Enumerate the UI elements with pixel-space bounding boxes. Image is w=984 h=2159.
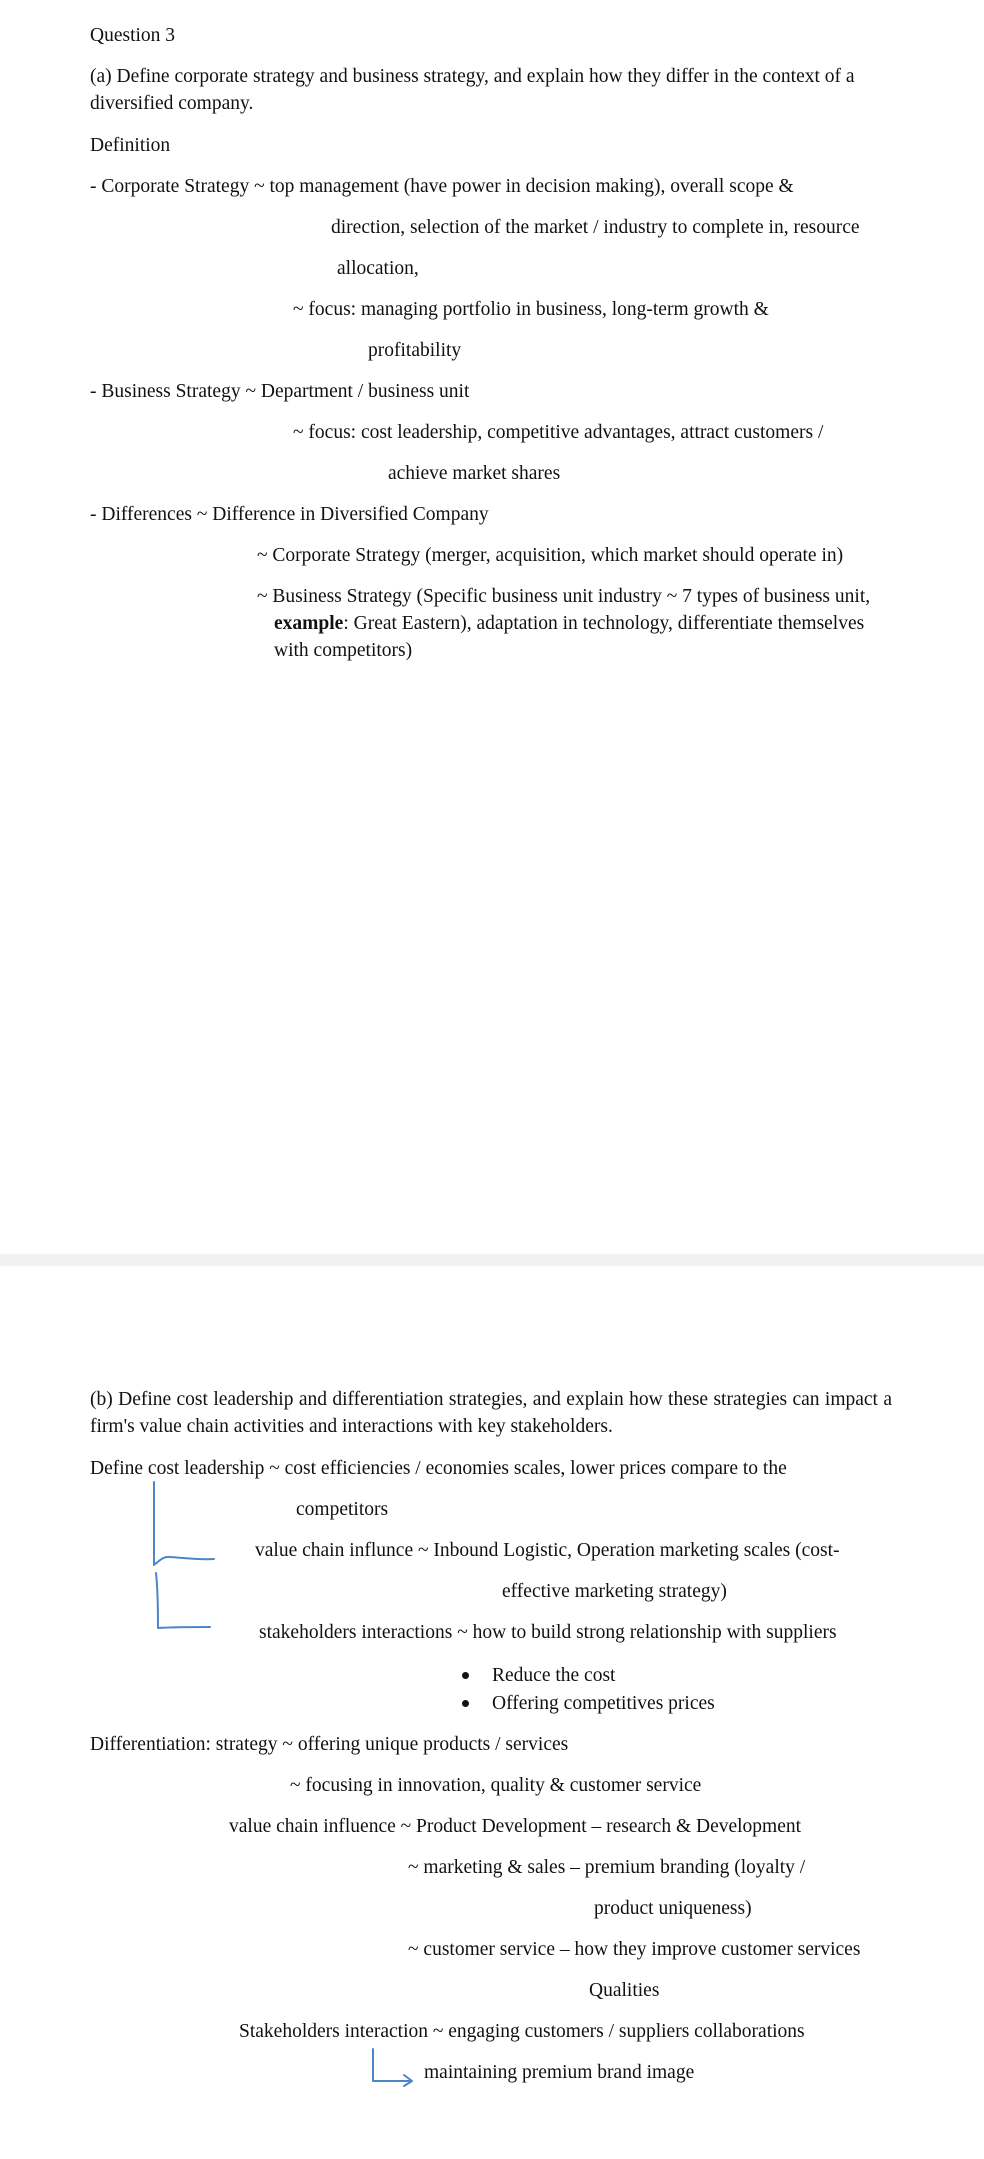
business-focus-line: achieve market shares [388, 463, 561, 484]
bullet-dot [462, 1700, 469, 1707]
cost-bullet-item: Reduce the cost [492, 1665, 616, 1686]
cost-stakeholders-line: stakeholders interactions ~ how to build strong relationship with suppliers [259, 1622, 837, 1643]
difference-business: ~ Business Strategy (Specific business unit industry ~ 7 types of business unit, example: Great Eastern), adaptation in technology, differentiate themselves with competitors) [257, 586, 871, 661]
differentiation-definition: ~ focusing in innovation, quality & customer service [290, 1775, 702, 1796]
definition-heading: Definition [90, 135, 171, 156]
corporate-focus-line: ~ focus: managing portfolio in business, long-term growth & [293, 299, 769, 320]
example-label: example [274, 613, 344, 634]
question-title: Question 3 [90, 25, 176, 46]
cost-value-chain-line: value chain influnce ~ Inbound Logistic, Operation marketing scales (cost- [255, 1540, 840, 1561]
part-a-question: (a) Define corporate strategy and business strategy, and explain how they differ in the context of a diversified company. [90, 66, 855, 114]
cost-leadership-definition: competitors [296, 1499, 389, 1520]
cost-value-chain-line: effective marketing strategy) [502, 1581, 727, 1602]
corporate-focus-line: profitability [368, 340, 462, 361]
page-separator [0, 1254, 984, 1266]
diff-value-chain-line: value chain influence ~ Product Development – research & Development [229, 1816, 802, 1837]
part-b-question: (b) Define cost leadership and differentiation strategies, and explain how these strategies can impact a firm's value chain activities and interactions with key stakeholders. [90, 1389, 892, 1437]
diff-brand-line: maintaining premium brand image [424, 2062, 695, 2083]
handwritten-arrow-annotation [360, 2041, 440, 2091]
corporate-strategy-line: allocation, [337, 258, 419, 279]
diff-value-chain-line: ~ customer service – how they improve customer services [408, 1939, 861, 1960]
diff-value-chain-line: product uniqueness) [594, 1898, 752, 1919]
document-page-2 [0, 1266, 984, 2159]
difference-corporate: ~ Corporate Strategy (merger, acquisition, which market should operate in) [257, 545, 844, 566]
cost-bullet-item: Offering competitives prices [492, 1693, 715, 1714]
cost-leadership-definition: Define cost leadership ~ cost efficiencies / economies scales, lower prices compare to the [90, 1458, 787, 1479]
corporate-strategy-line: direction, selection of the market / industry to complete in, resource [331, 217, 860, 238]
handwritten-bracket-annotation [140, 1466, 240, 1636]
diff-value-chain-line: Qualities [589, 1980, 660, 2001]
bullet-dot [462, 1672, 469, 1679]
diff-stakeholders-line: Stakeholders interaction ~ engaging customers / suppliers collaborations [239, 2021, 805, 2042]
differentiation-definition: Differentiation: strategy ~ offering unique products / services [90, 1734, 569, 1755]
business-strategy-line: - Business Strategy ~ Department / business unit [90, 381, 470, 402]
business-focus-line: ~ focus: cost leadership, competitive advantages, attract customers / [293, 422, 824, 443]
diff-value-chain-line: ~ marketing & sales – premium branding (loyalty / [408, 1857, 806, 1878]
corporate-strategy-line: - Corporate Strategy ~ top management (have power in decision making), overall scope & [90, 176, 794, 197]
differences-heading: - Differences ~ Difference in Diversified Company [90, 504, 489, 525]
